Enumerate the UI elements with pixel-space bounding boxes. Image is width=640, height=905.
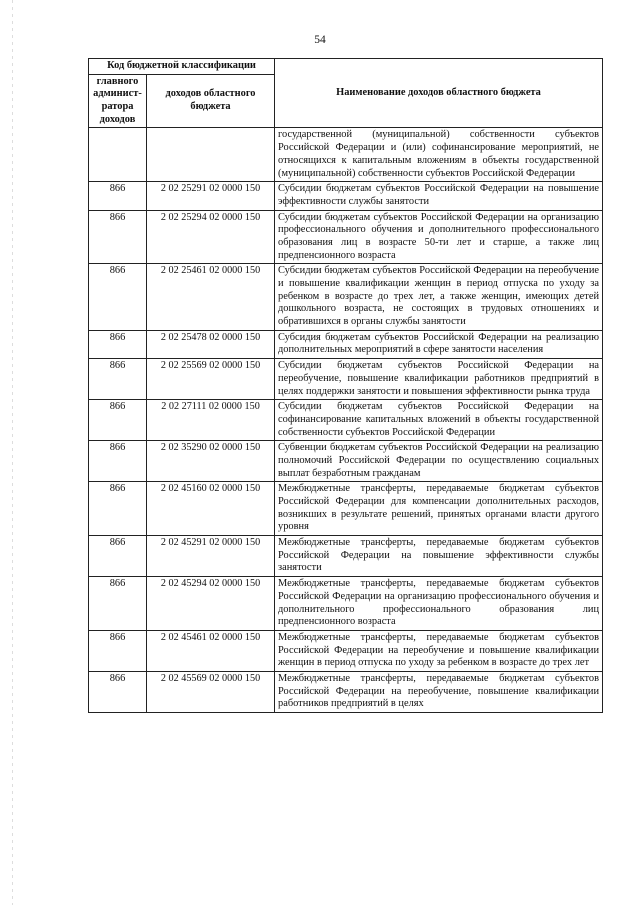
- table-row: [89, 210, 603, 264]
- table-row: [89, 359, 603, 400]
- table-row: [89, 400, 603, 441]
- header-name: [275, 59, 603, 128]
- cell-admin: 866: [89, 482, 147, 536]
- table-row: [89, 671, 603, 712]
- cell-code: 2 02 25461 02 0000 150: [147, 264, 275, 330]
- cell-code: 2 02 45160 02 0000 150: [147, 482, 275, 536]
- cell-code: 2 02 45569 02 0000 150: [147, 671, 275, 712]
- cell-name: Межбюджетные трансферты, передаваемые бюджетам субъектов Российской Федерации на переобучение, повышение квалификации работников предприятий в целях: [275, 671, 603, 712]
- cell-admin: 866: [89, 671, 147, 712]
- table-row: [89, 577, 603, 631]
- cell-admin: 866: [89, 536, 147, 577]
- table-row: [89, 182, 603, 210]
- header-name-label: Наименование доходов областного бюджета: [336, 86, 541, 98]
- table-row: [89, 128, 603, 182]
- cell-code: 2 02 35290 02 0000 150: [147, 441, 275, 482]
- cell-name: Субвенции бюджетам субъектов Российской Федерации на реализацию полномочий Российской Федерации по осуществлению социальных выплат безработным гражданам: [275, 441, 603, 482]
- cell-admin: 866: [89, 330, 147, 358]
- cell-code: 2 02 45461 02 0000 150: [147, 630, 275, 671]
- cell-code: 2 02 27111 02 0000 150: [147, 400, 275, 441]
- table-body: [89, 128, 603, 713]
- cell-code: 2 02 25478 02 0000 150: [147, 330, 275, 358]
- cell-admin: 866: [89, 210, 147, 264]
- cell-name: Субсидии бюджетам субъектов Российской Федерации на софинансирование капитальных вложений в объекты государственной собственности субъектов Российской Федерации: [275, 400, 603, 441]
- cell-admin: 866: [89, 630, 147, 671]
- cell-code: 2 02 25294 02 0000 150: [147, 210, 275, 264]
- cell-name: Субсидии бюджетам субъектов Российской Федерации на переобучение, повышение квалификации работников предприятий в целях поддержки занятости и повышения эффективности рынка труда: [275, 359, 603, 400]
- cell-admin: 866: [89, 441, 147, 482]
- cell-code: 2 02 45291 02 0000 150: [147, 536, 275, 577]
- cell-name: Межбюджетные трансферты, передаваемые бюджетам субъектов Российской Федерации на переобучение и повышение квалификации женщин в период отпуска по уходу за ребенком в возрасте до трех лет: [275, 630, 603, 671]
- cell-name: Субсидии бюджетам субъектов Российской Федерации на повышение эффективности службы занятости: [275, 182, 603, 210]
- scan-edge-line: [12, 0, 13, 905]
- cell-code: 2 02 25569 02 0000 150: [147, 359, 275, 400]
- cell-code: 2 02 25291 02 0000 150: [147, 182, 275, 210]
- cell-admin: 866: [89, 400, 147, 441]
- table-row: [89, 441, 603, 482]
- header-code: доходов областного бюджета: [147, 74, 275, 128]
- header-group-budget-code: Код бюджетной классификации: [89, 59, 275, 75]
- cell-admin: 866: [89, 182, 147, 210]
- cell-admin: 866: [89, 359, 147, 400]
- cell-name: Межбюджетные трансферты, передаваемые бюджетам субъектов Российской Федерации на организацию профессионального обучения и дополнительного профессионального образования лиц предпенсионного возраста: [275, 577, 603, 631]
- cell-name: Субсидии бюджетам субъектов Российской Федерации на переобучение и повышение квалификации женщин в период отпуска по уходу за ребенком в возрасте до трех лет, а также женщин, имеющих детей дошкольного возраста, не состоящих в трудовых отношениях и обратившихся в органы службы занятости: [275, 264, 603, 330]
- cell-admin: [89, 128, 147, 182]
- cell-code: [147, 128, 275, 182]
- table-row: [89, 482, 603, 536]
- cell-admin: 866: [89, 577, 147, 631]
- table-row: [89, 264, 603, 330]
- cell-code: 2 02 45294 02 0000 150: [147, 577, 275, 631]
- cell-admin: 866: [89, 264, 147, 330]
- table-row: [89, 630, 603, 671]
- page-number: 54: [314, 34, 326, 46]
- table-header: [89, 59, 603, 128]
- cell-name: государственной (муниципальной) собственности субъектов Российской Федерации и (или) софинансирование мероприятий, не относящихся к капитальным вложениям в объекты государственной (муниципальной) собственности субъектов Российской Федерации: [275, 128, 603, 182]
- cell-name: Межбюджетные трансферты, передаваемые бюджетам субъектов Российской Федерации для компенсации дополнительных расходов, возникших в результате решений, принятых органами власти другого уровня: [275, 482, 603, 536]
- header-admin: главного админист-ратора доходов: [89, 74, 147, 128]
- table-row: [89, 330, 603, 358]
- cell-name: Субсидии бюджетам субъектов Российской Федерации на организацию профессионального обучения и дополнительного профессионального образования лиц в возрасте 50-ти лет и старше, а также лиц предпенсионного возраста: [275, 210, 603, 264]
- cell-name: Межбюджетные трансферты, передаваемые бюджетам субъектов Российской Федерации на повышение эффективности службы занятости: [275, 536, 603, 577]
- budget-classification-table: [88, 58, 603, 713]
- table-row: [89, 536, 603, 577]
- cell-name: Субсидия бюджетам субъектов Российской Федерации на реализацию дополнительных мероприятий в сфере занятости населения: [275, 330, 603, 358]
